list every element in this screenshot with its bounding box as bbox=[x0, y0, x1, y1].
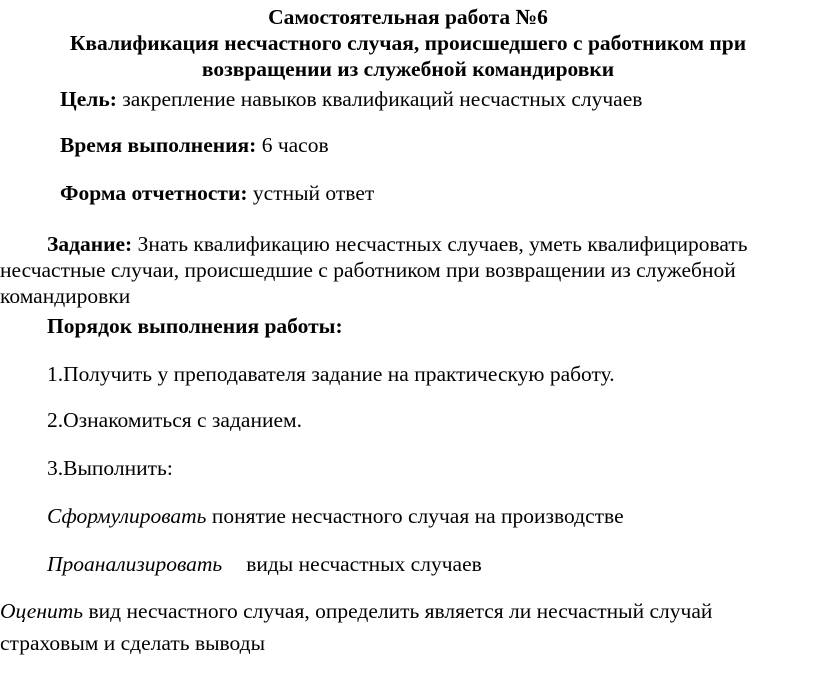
task-line-1 bbox=[47, 231, 748, 257]
report-value: устный ответ bbox=[247, 181, 375, 205]
report-label: Форма отчетности: bbox=[60, 181, 248, 205]
procedure-item-3-line-2: страховым и сделать выводы bbox=[0, 631, 266, 655]
procedure-item-3-line-1 bbox=[0, 598, 712, 624]
goal-row bbox=[60, 86, 642, 112]
item-2-rest: виды несчастных случаев bbox=[246, 552, 482, 576]
time-row bbox=[60, 132, 329, 158]
task-text-1: Знать квалификацию несчастных случаев, уметь квалифицировать bbox=[132, 232, 748, 256]
task-line-3: командировки bbox=[0, 284, 131, 308]
title-line-3: возвращении из служебной командировки bbox=[201, 57, 615, 81]
procedure-item-2 bbox=[47, 551, 482, 577]
item-1-verb: Сформулировать bbox=[47, 504, 207, 528]
goal-value: закрепление навыков квалификаций несчастных случаев bbox=[116, 87, 643, 111]
procedure-step-1: 1.Получить у преподавателя задание на практическую работу. bbox=[47, 362, 615, 386]
procedure-step-3: 3.Выполнить: bbox=[47, 456, 173, 480]
item-3-rest-1: вид несчастного случая, определить является ли несчастный случай bbox=[83, 599, 713, 623]
time-value: 6 часов bbox=[256, 133, 329, 157]
item-2-verb: Проанализировать bbox=[47, 552, 223, 576]
procedure-step-2: 2.Ознакомиться с заданием. bbox=[47, 408, 302, 432]
time-label: Время выполнения: bbox=[60, 133, 257, 157]
task-line-2: несчастные случаи, происшедшие с работником при возвращении из служебной bbox=[0, 258, 736, 282]
task-label: Задание: bbox=[47, 232, 133, 256]
item-1-rest: понятие несчастного случая на производстве bbox=[206, 504, 624, 528]
item-3-verb: Оценить bbox=[0, 599, 84, 623]
procedure-item-1 bbox=[47, 503, 624, 529]
title-line-2: Квалификация несчастного случая, происшедшего с работником при bbox=[69, 31, 747, 55]
procedure-heading: Порядок выполнения работы: bbox=[47, 314, 343, 338]
title-line-1: Самостоятельная работа №6 bbox=[268, 5, 548, 29]
report-row bbox=[60, 180, 374, 206]
goal-label: Цель: bbox=[60, 87, 117, 111]
